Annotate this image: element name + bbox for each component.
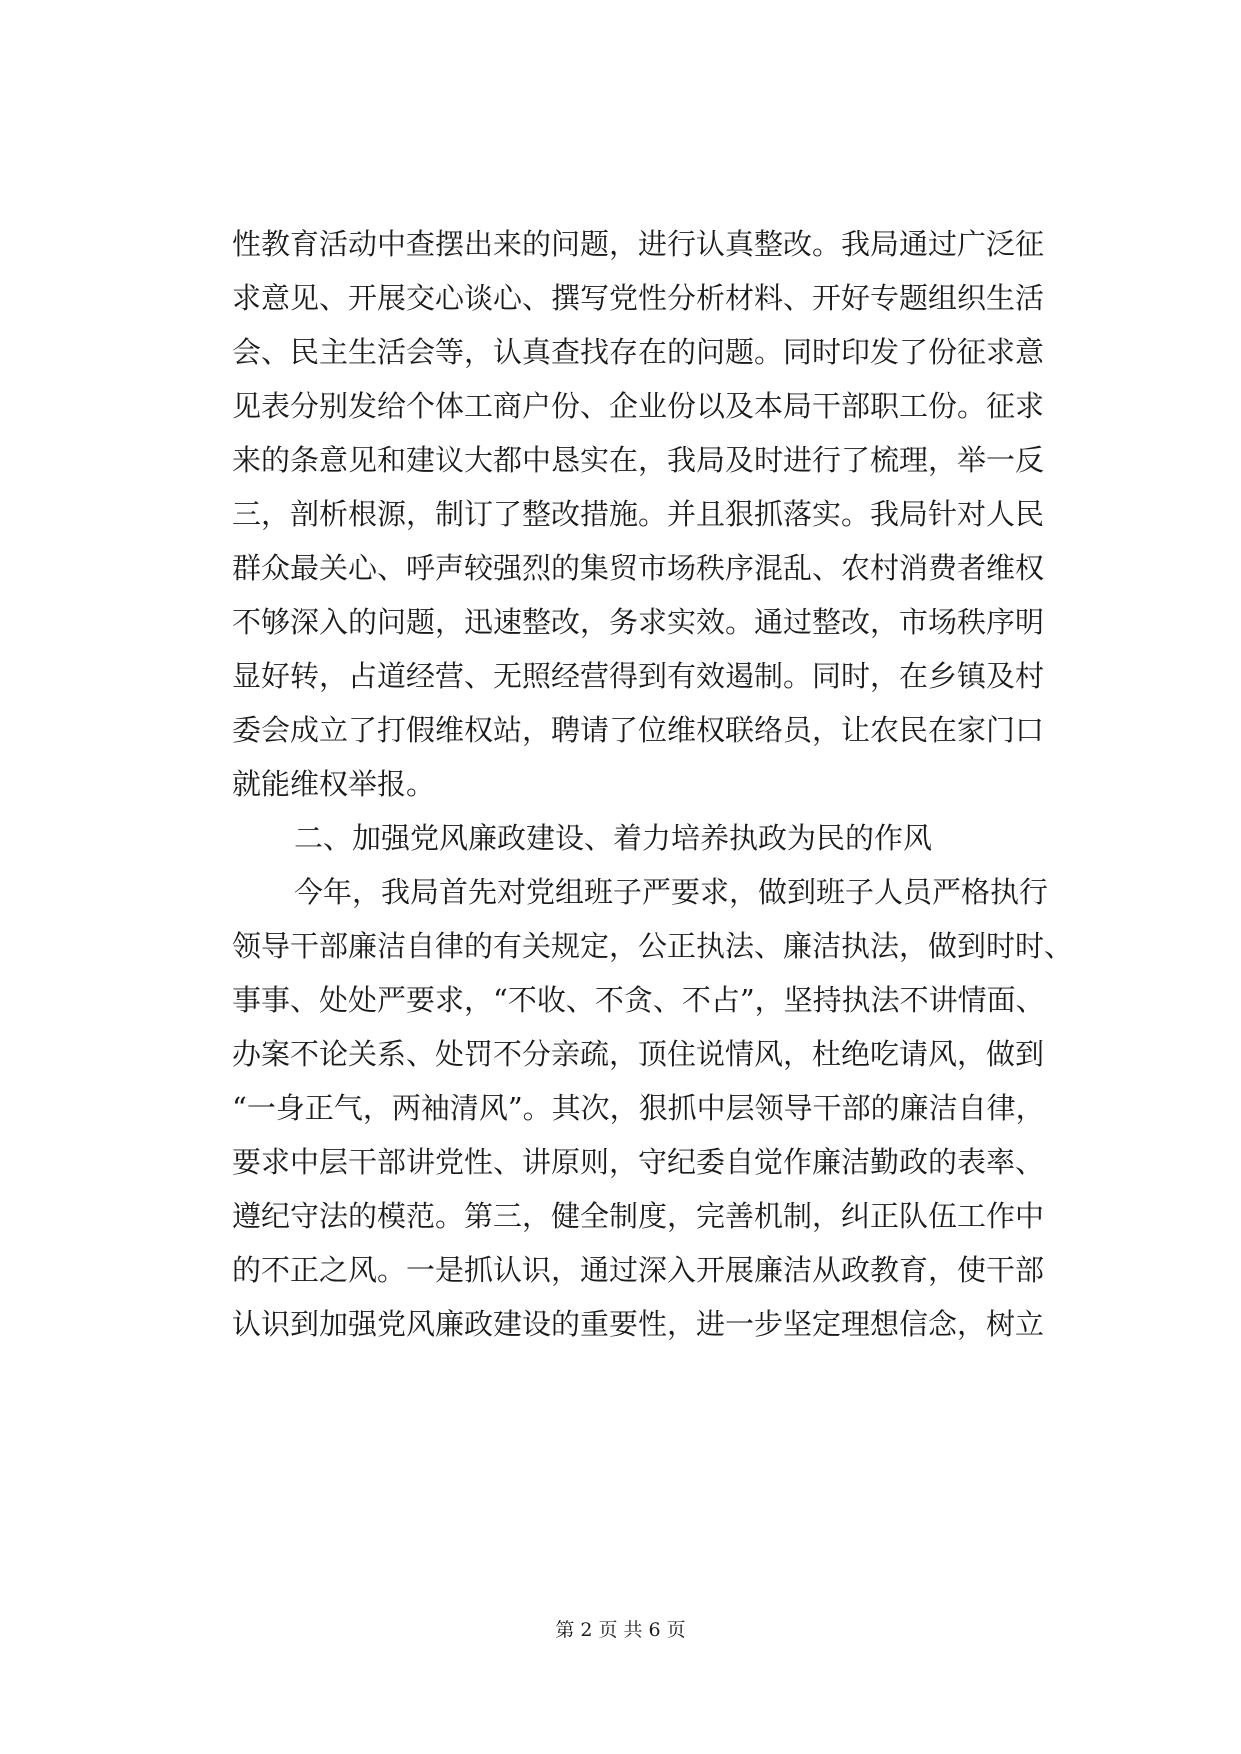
text-line: 会、民主生活会等，认真查找存在的问题。同时印发了份征求意	[232, 335, 1045, 369]
text-line: 就能维权举报。	[232, 767, 436, 801]
text-line: 三，剖析根源，制订了整改措施。并且狠抓落实。我局针对人民	[232, 497, 1045, 531]
text-line: 显好转，占道经营、无照经营得到有效遏制。同时，在乡镇及村	[232, 659, 1045, 693]
text-line: 性教育活动中查摆出来的问题，进行认真整改。我局通过广泛征	[232, 227, 1045, 261]
text-line: 来的条意见和建议大都中恳实在，我局及时进行了梳理，举一反	[232, 443, 1045, 477]
text-line: 今年，我局首先对党组班子严要求，做到班子人员严格执行	[294, 875, 1049, 909]
text-line: 群众最关心、呼声较强烈的集贸市场秩序混乱、农村消费者维权	[232, 551, 1045, 585]
text-line: 领导干部廉洁自律的有关规定，公正执法、廉洁执法，做到时时、	[232, 929, 1074, 963]
text-line: 见表分别发给个体工商户份、企业份以及本局干部职工份。征求	[232, 389, 1045, 423]
text-line: 认识到加强党风廉政建设的重要性，进一步坚定理想信念，树立	[232, 1307, 1045, 1341]
page-footer: 第 2 页 共 6 页	[555, 1619, 686, 1641]
text-line: 办案不论关系、处罚不分亲疏，顶住说情风，杜绝吃请风，做到	[232, 1037, 1045, 1071]
text-line: 事事、处处严要求，“不收、不贪、不占”，坚持执法不讲情面、	[232, 983, 1045, 1017]
text-line: 的不正之风。一是抓认识，通过深入开展廉洁从政教育，使干部	[232, 1253, 1045, 1287]
text-line: 委会成立了打假维权站，聘请了位维权联络员，让农民在家门口	[232, 713, 1045, 747]
section-heading: 二、加强党风廉政建设、着力培养执政为民的作风	[294, 821, 933, 855]
text-line: 遵纪守法的模范。第三，健全制度，完善机制，纠正队伍工作中	[232, 1199, 1045, 1233]
text-line: 要求中层干部讲党性、讲原则，守纪委自觉作廉洁勤政的表率、	[232, 1145, 1045, 1179]
text-line: 求意见、开展交心谈心、撰写党性分析材料、开好专题组织生活	[232, 281, 1045, 315]
text-line: 不够深入的问题，迅速整改，务求实效。通过整改，市场秩序明	[232, 605, 1045, 639]
text-line: “一身正气，两袖清风”。其次，狠抓中层领导干部的廉洁自律，	[232, 1091, 1045, 1125]
